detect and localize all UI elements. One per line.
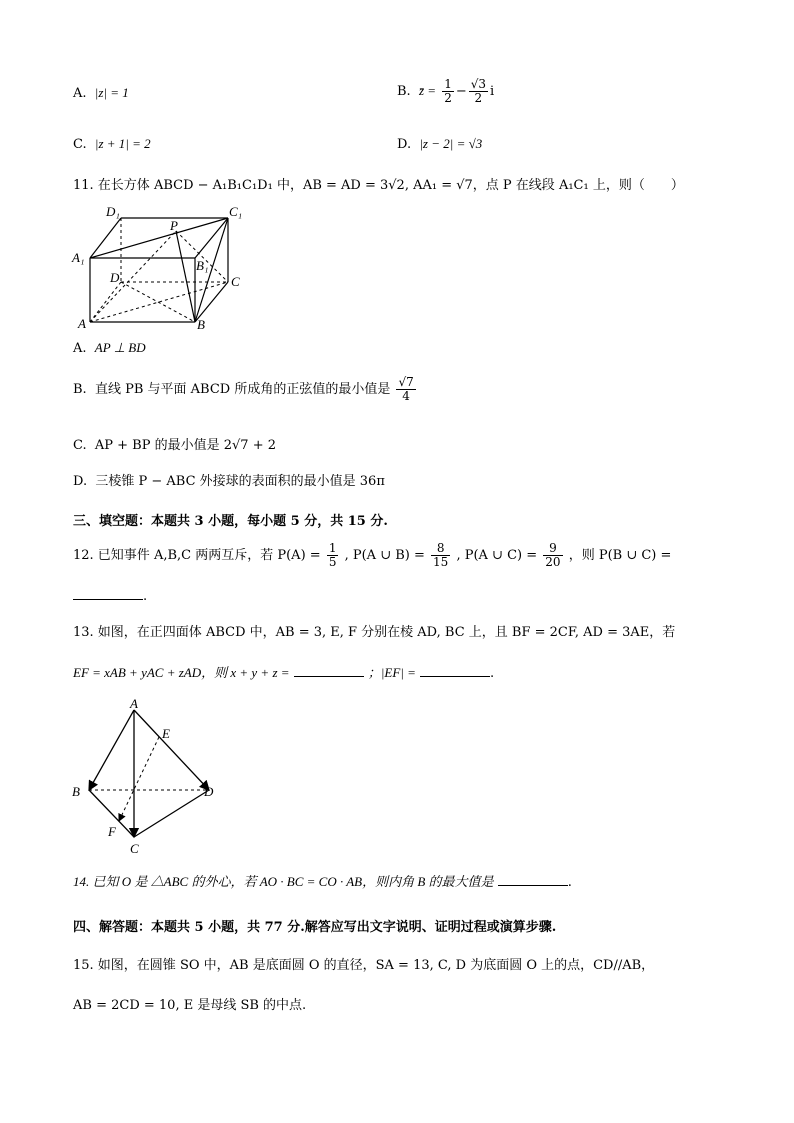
q11-option-a [73,339,146,358]
answer-blank[interactable] [294,676,364,677]
fraction-denominator: 15 [433,555,449,569]
section-4-title: 四、解答题：本题共 5 小题，共 77 分.解答应写出文字说明、证明过程或演算步骤. [73,920,557,935]
fraction-numerator: √3 [470,77,487,91]
answer-blank[interactable] [73,599,143,600]
q12-answer-line [73,588,147,606]
label-c: C [130,841,139,856]
fraction-numerator: √7 [398,375,414,389]
q12-stem [73,542,671,569]
fraction-numerator: 1 [328,541,337,555]
label-d1: D₁ [106,204,120,219]
q13-stem-line1: 13. 如图，在正四面体 ABCD 中，AB = 3, E, F 分别在棱 AD, BC 上，且 BF = 2CF, AD = 3AE，若 [73,625,676,640]
q12-text: ，则 P(B ∪ C) = [568,548,672,563]
option-label: D. [397,137,412,152]
option-text: AP + BP 的最小值是 2√7 + 2 [94,438,277,453]
label-d: D [110,270,120,285]
fraction [442,78,454,105]
q12-text: , P(A ∪ B) = [344,548,425,563]
label-c: C [231,274,240,289]
q12-text: , P(A ∪ C) = [456,548,538,563]
option-label: C. [73,137,87,152]
option-label: C. [73,438,87,453]
answer-blank[interactable] [420,676,490,677]
label-a1: A₁ [72,250,85,265]
q11-option-b [73,376,418,403]
fraction [543,542,562,569]
section-3-title: 三、填空题：本题共 3 小题，每小题 5 分，共 15 分. [73,514,388,529]
label-e: E [162,726,170,741]
q11-option-d [73,473,385,491]
q10-option-c [73,135,151,154]
option-expr: |z| = 1 [94,85,129,100]
fraction-denominator: 2 [444,91,452,105]
option-text: AP ⊥ BD [94,340,146,355]
fraction-numerator: 9 [543,542,562,556]
q11-stem: 11. 在长方体 ABCD − A₁B₁C₁D₁ 中，AB = AD = 3√2, AA₁ = √7，点 P 在线段 A₁C₁ 上，则（ ） [73,178,684,193]
option-label: B. [397,84,411,99]
option-expr: |z − 2| = √3 [419,136,483,151]
q14-stem [73,873,572,892]
q13-stem-line2 [73,664,494,683]
option-expr: |z + 1| = 2 [94,136,151,151]
option-text: 三棱锥 P − ABC 外接球的表面积的最小值是 36π [95,474,385,489]
q10-option-d [397,135,482,154]
fraction [327,542,339,569]
q13-text: ；|EF| = [367,665,416,680]
option-label: D. [73,474,88,489]
fraction [431,542,450,569]
label-f: F [108,824,116,839]
fraction-denominator: 4 [402,389,410,403]
q11-option-c [73,437,276,455]
label-b: B [197,317,205,332]
q13-text: EF = xAB + yAC + zAD，则 x + y + z = [73,665,290,680]
fraction-denominator: 20 [545,555,561,569]
q10-option-b [397,78,494,105]
fraction-denominator: 5 [328,555,337,569]
option-label: B. [73,382,87,397]
label-a: A [130,698,138,711]
label-d: D [204,784,214,799]
fraction-numerator: 8 [431,542,450,556]
label-b: B [72,784,80,799]
fraction-numerator: 1 [444,77,452,91]
q12-text: 12. 已知事件 A,B,C 两两互斥，若 P(A) = [73,548,321,563]
tetrahedron-figure [70,698,230,858]
period: . [490,666,495,681]
period: . [143,589,148,604]
label-c1: C₁ [229,204,243,219]
label-b1: B₁ [196,258,209,273]
answer-blank[interactable] [498,885,568,886]
q15-stem-line1: 15. 如图，在圆锥 SO 中，AB 是底面圆 O 的直径，SA = 13, C, D 为底面圆 O 上的点，CD//AB， [73,958,655,973]
fraction-denominator: 2 [474,91,483,105]
fraction [469,78,488,105]
option-text: 直线 PB 与平面 ABCD 所成角的正弦值的最小值是 [94,382,391,397]
minus-sign: − [455,84,467,99]
q15-stem-line2: AB = 2CD = 10, E 是母线 SB 的中点. [73,998,307,1013]
option-expr: z̄ = [418,83,437,98]
q10-option-a [73,84,129,103]
period: . [567,875,572,890]
imaginary-unit: i [490,84,495,99]
option-label: A. [73,341,87,356]
option-label: A. [73,86,87,101]
label-a: A [78,316,86,331]
fraction [396,376,415,403]
q14-text: 14. 已知 O 是 △ABC 的外心，若 AO · BC = CO · AB，则内角 B 的最大值是 [73,874,494,889]
cuboid-figure [70,200,250,335]
label-p: P [170,218,178,233]
